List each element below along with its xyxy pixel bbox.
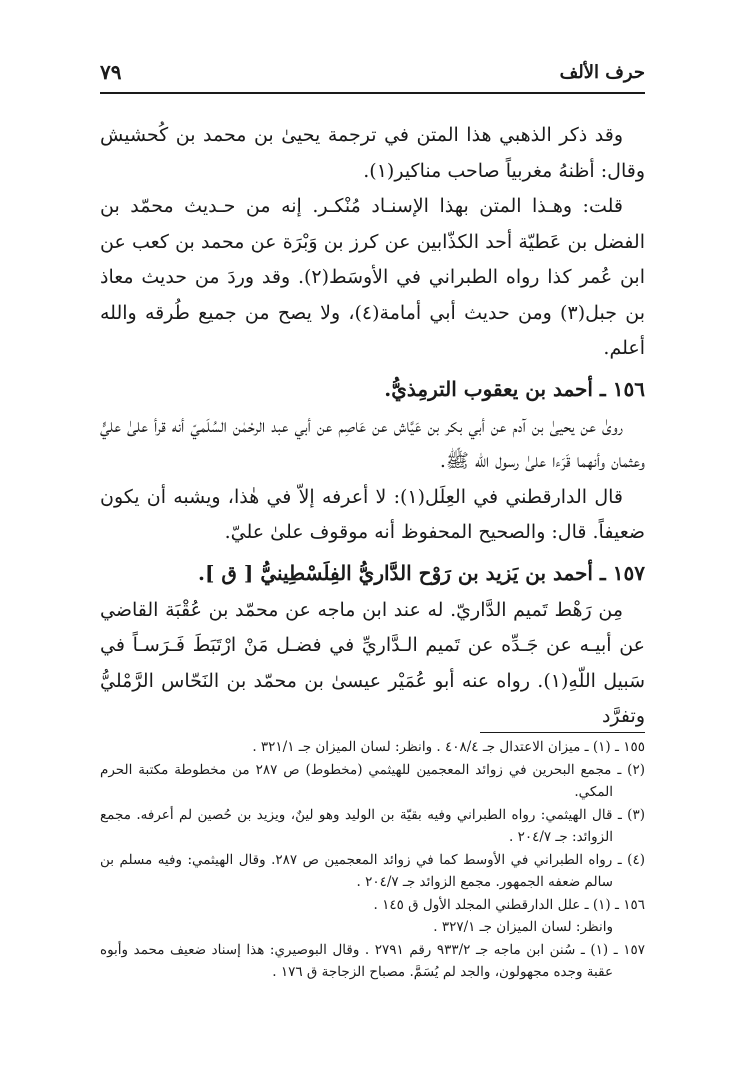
main-text (100, 118, 645, 735)
footnote: (٤) ـ رواه الطبراني في الأوسط كما في زوائد المعجمين ص ٢٨٧. وقال الهيثمي: وفيه مسلم بن سالم ضعفه الجمهور. مجمع الزوائد جـ ٢٠٤/٧ . (100, 851, 645, 890)
footnote-rule (480, 732, 645, 733)
entry-heading-156: ١٥٦ ـ أحمد بن يعقوب الترمِذيُّ. (384, 376, 645, 401)
footnote: (٣) ـ قال الهيثمي: رواه الطبراني وفيه بقيّة بن الوليد وهو لينٌ، ويزيد بن حُصين لم أعرفه. مجمع الزوائد: جـ ٢٠٤/٧ . (100, 806, 645, 845)
footnote: ١٥٦ ـ (١) ـ علل الدارقطني المجلد الأول ق ١٤٥ . (373, 896, 645, 913)
footnotes (100, 736, 645, 984)
paragraph: روىٰ عن يحيىٰ بن آدم عن أبي بكر بن عَيَّاش عن عَاصِم عن أبي عبد الرحْمٰن السُلَميّ أنه قرأ علىٰ عليٍّ وعثمان وأنهما قَرَءا علىٰ رسول الله ﷺ. (100, 414, 645, 472)
paragraph: قال الدارقطني في العِلَل(١): لا أعرفه إلاّ في هٰذا، ويشبه أن يكون ضعيفاً. قال: والصحيح المحفوظ أنه موقوف علىٰ عليّ. (100, 485, 645, 543)
page-number: ٧٩ (100, 60, 122, 84)
chapter-title: حرف الألف (559, 62, 645, 83)
paragraph: وقد ذكر الذهبي هذا المتن في ترجمة يحيىٰ بن محمد بن كُحشيش وقال: أظنهُ مغربياً صاحب مناكير(١). (100, 124, 645, 182)
footnote: ١٥٥ ـ (١) ـ ميزان الاعتدال جـ ٤٠٨/٤ . وانظر: لسان الميزان جـ ٣٢١/١ . (252, 739, 645, 755)
header-rule (100, 92, 645, 94)
paragraph: قلت: وهـذا المتن بهذا الإسنـاد مُنْكـر. إنه من حـديث محمّد بن الفضل بن عَطيّة أحد الكذّابين عن كرز بن وَبْرَة عن محمد بن كعب عن ابن عُمر كذا رواه الطبراني في الأوسَط(٢). وقد وردَ من حديث معاذ بن جبل(٣) ومن حديث أبي أمامة(٤)، ولا يصح من جميع طُرقه والله أعلم. (100, 195, 645, 359)
entry-heading-157: ١٥٧ ـ أحمد بن يَزيد بن رَوْح الدَّاريُّ الفِلَسْطِينيُّ [ ق ]. (198, 560, 645, 585)
footnote: وانظر: لسان الميزان جـ ٣٢٧/١ . (433, 919, 613, 935)
running-header (100, 58, 645, 90)
footnote: ١٥٧ ـ (١) ـ سُنن ابن ماجه جـ ٩٣٣/٢ رقم ٢٧٩١ . وقال البوصيري: هذا إسناد ضعيف محمد وأبوه عقبة وجده مجهولون، والجد لم يُسَمَّ. مصباح الزجاجة ق ١٧٦ . (100, 941, 645, 980)
footnote: (٢) ـ مجمع البحرين في زوائد المعجمين للهيثمي (مخطوط) ص ٢٨٧ من مخطوطة مكتبة الحرم المكي. (100, 761, 645, 800)
paragraph: مِن رَهْط تَميم الدَّاريّ. له عند ابن ماجه عن محمّد بن عُقْبَة القاضي عن أبيـه عن جَـدِّه عن تَميم الـدَّاريِّ في فضـل مَنْ ارْتَبَطَ فَـرَسـاً في سَبيل اللّهِ(١). رواه عنه أبو عُمَيْر عيسىٰ بن محمّد بن النَحّاس الرَّمْليُّ وتفرَّد (100, 598, 645, 727)
